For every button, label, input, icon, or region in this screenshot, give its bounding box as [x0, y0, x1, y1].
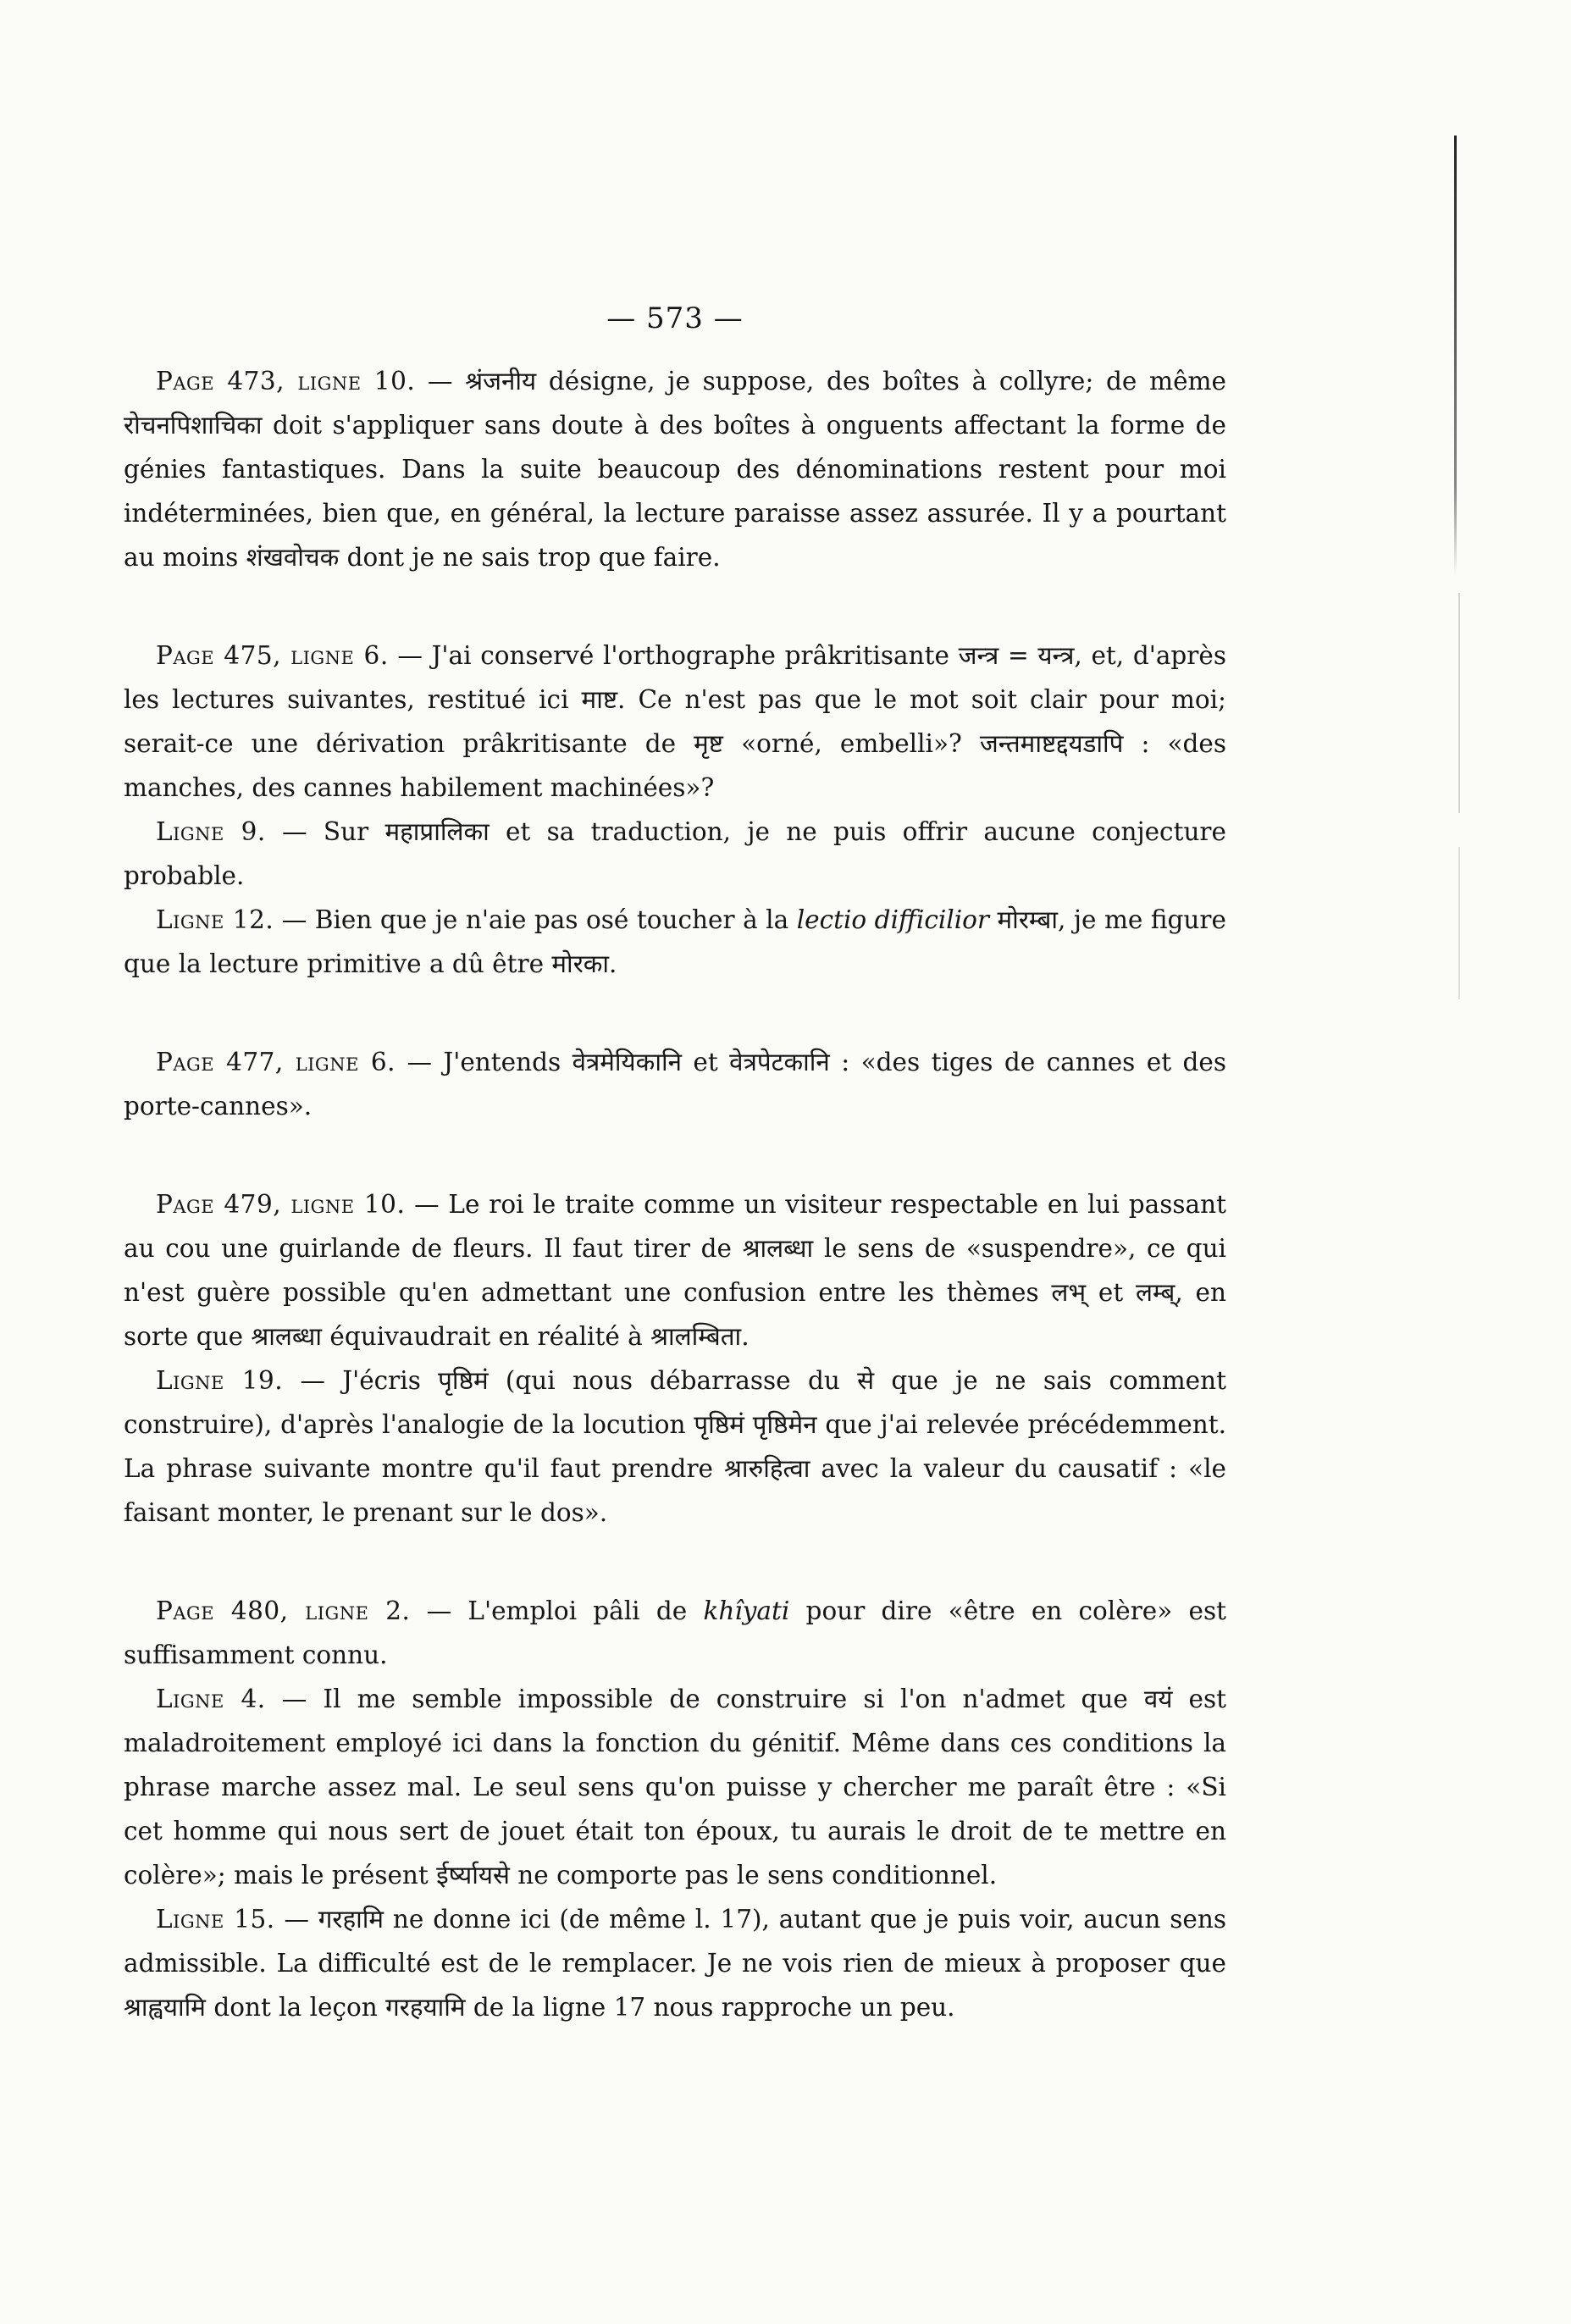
note-text: मोरम्बा, je me figure que la lecture primitive a dû être मोरका.	[124, 905, 1226, 978]
note-page-480-line-2	[124, 1589, 1226, 1677]
note-reference: Page 480, ligne 2.	[156, 1596, 411, 1625]
note-italic-term: khîyati	[703, 1596, 790, 1625]
note-reference: Page 473, ligne 10.	[156, 367, 416, 396]
margin-scan-speck	[1458, 593, 1460, 813]
note-text: — J'entends वेत्रमेयिकानि et वेत्रपेटकानि : «des tiges de cannes et des porte-cannes».	[124, 1048, 1226, 1120]
note-text: — गरहामि ne donne ici (de même l. 17), autant que je puis voir, aucun sens admissible. La difficulté est de le remplacer. Je ne vois rien de mieux à proposer que श्राह्वयामि dont la leçon गरहयामि de la ligne 17 nous rapproche un peu.	[124, 1905, 1226, 2022]
note-reference: Ligne 12.	[156, 905, 274, 934]
note-text: — Sur महाप्रालिका et sa traduction, je ne puis offrir aucune conjecture probable.	[124, 817, 1226, 890]
note-reference: Page 479, ligne 10.	[156, 1190, 406, 1219]
margin-scan-rule	[1454, 136, 1457, 576]
note-text: — J'écris पृष्ठिमं (qui nous débarrasse du से que je ne sais comment construire), d'après l'analogie de la locution पृष्ठिमं पृष्ठिमेन que j'ai relevée précédemment. La phrase suivante montre qu'il faut prendre श्रारुहित्वा avec la valeur du causatif : «le faisant monter, le prenant sur le dos».	[124, 1366, 1226, 1527]
note-reference: Ligne 15.	[156, 1905, 275, 1934]
page-number: — 573 —	[606, 302, 744, 335]
note-line-19	[124, 1358, 1226, 1535]
note-page-475-line-6	[124, 634, 1226, 810]
note-line-15	[124, 1897, 1226, 2029]
note-text: — Le roi le traite comme un visiteur respectable en lui passant au cou une guirlande de fleurs. Il faut tirer de श्रालब्धा le sens de «suspendre», ce qui n'est guère possible qu'en admettant une confusion entre les thèmes लभ् et लम्ब्, en sorte que श्रालब्धा équivaudrait en réalité à श्रालम्बिता.	[124, 1190, 1226, 1351]
note-text: — J'ai conservé l'orthographe prâkritisante जन्त्र = यन्त्र, et, d'après les lectures suivantes, restitué ici माष्ट. Ce n'est pas que le mot soit clair pour moi; serait-ce une dérivation prâkritisante de मृष्ट «orné, embelli»? जन्तमाष्टद्दयडापि : «des manches, des cannes habilement machinées»?	[124, 641, 1226, 802]
note-reference: Page 477, ligne 6.	[156, 1048, 396, 1076]
note-reference: Ligne 19.	[156, 1366, 284, 1395]
note-italic-term: lectio difficilior	[796, 905, 990, 934]
note-line-12	[124, 898, 1226, 986]
note-text: — Il me semble impossible de construire si l'on n'admet que वयं est maladroitement employé ici dans la fonction du génitif. Même dans ces conditions la phrase marche assez mal. Le seul sens qu'on puisse y chercher me paraît être : «Si cet homme qui nous sert de jouet était ton époux, tu aurais le droit de te mettre en colère»; mais le présent ईर्ष्यायसे ne comporte pas le sens conditionnel.	[124, 1685, 1227, 1890]
page-body	[124, 302, 1226, 2029]
note-line-4	[124, 1677, 1226, 1897]
note-page-473-line-10	[124, 359, 1226, 579]
margin-scan-speck	[1458, 847, 1460, 999]
note-text: pour dire «être en colère» est suffisamment connu.	[124, 1596, 1226, 1669]
note-page-479-line-10	[124, 1182, 1226, 1358]
note-text: — L'emploi pâli de	[410, 1596, 704, 1625]
note-reference: Ligne 4.	[156, 1685, 266, 1713]
note-line-9	[124, 810, 1226, 898]
note-reference: Page 475, ligne 6.	[156, 641, 389, 670]
note-reference: Ligne 9.	[156, 817, 266, 846]
note-text: — Bien que je n'aie pas osé toucher à la	[274, 905, 797, 934]
note-page-477-line-6	[124, 1040, 1226, 1128]
note-text: — श्रंजनीय désigne, je suppose, des boîtes à collyre; de même रोचनपिशाचिका doit s'appliquer sans doute à des boîtes à onguents affectant la forme de génies fantastiques. Dans la suite beaucoup des dénominations restent pour moi indéterminées, bien que, en général, la lecture paraisse assez assurée. Il y a pourtant au moins शंखवोचक dont je ne sais trop que faire.	[124, 367, 1226, 572]
